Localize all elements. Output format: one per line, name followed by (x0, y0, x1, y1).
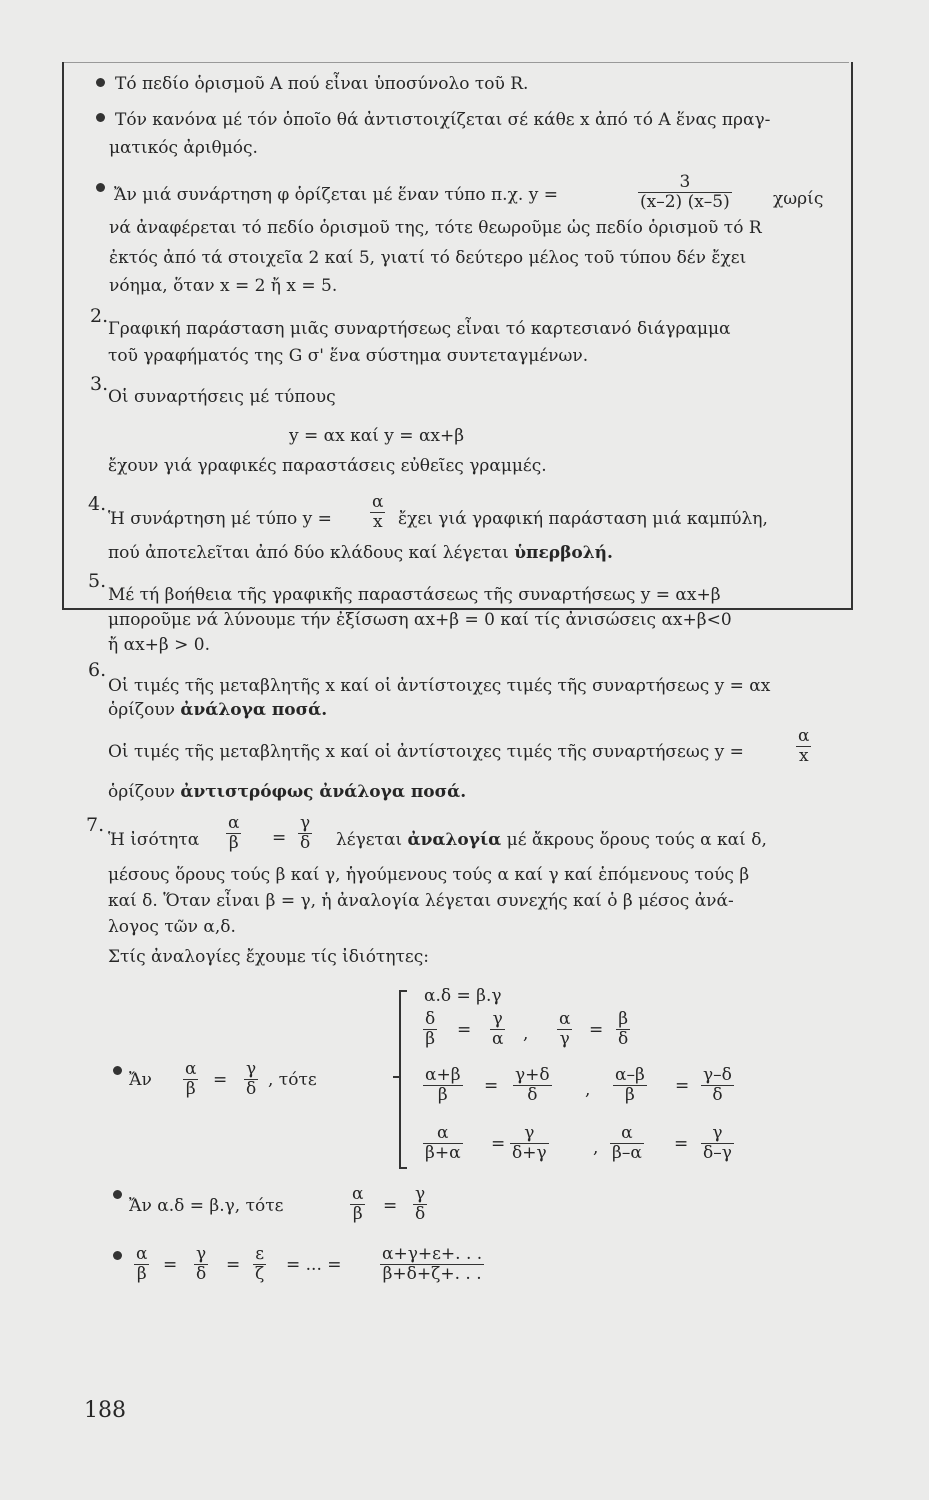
text-line: Ἄν (129, 1070, 152, 1090)
text-line: Στίς ἀναλογίες ἔχουμε τίς ἰδιότητες: (108, 947, 429, 967)
page-number: 188 (84, 1398, 126, 1423)
fraction: $\frac{\gamma}{\delta}$ (196, 1244, 207, 1284)
fraction: $\frac{\alpha-\beta}{\beta}$ (615, 1065, 645, 1105)
text-line: Οἱ τιμές τῆς μεταβλητῆς x καί οἱ ἀντίστοιχες τιμές τῆς συναρτήσεως y = αx (108, 676, 771, 696)
brace-tip (393, 1076, 400, 1078)
text-line: λογος τῶν α,δ. (108, 917, 236, 937)
fraction: $\frac{\alpha}{\beta}$ (228, 813, 240, 853)
text-line: Τό πεδίο ὁρισμοῦ A πού εἶναι ὑποσύνολο τοῦ R. (115, 74, 529, 94)
equals-sign: = (383, 1196, 398, 1216)
text-line: Τόν κανόνα μέ τόν ὁποῖο θά ἀντιστοιχίζεται σέ κάθε x ἀπό τό A ἕνας πραγ- (115, 110, 771, 130)
fraction: $\frac{\alpha+\gamma+\varepsilon+. . .}{\beta+\delta+\zeta+. . .}$ (382, 1244, 483, 1284)
equals-sign: = (675, 1076, 690, 1096)
term-analogy: ἀναλογία (407, 830, 502, 850)
equals-sign: = (213, 1070, 228, 1090)
fraction: $\frac{\delta}{\beta}$ (425, 1009, 436, 1049)
term-inverse-proportional: ἀντιστρόφως ἀνάλογα ποσά. (180, 782, 467, 802)
text-line: , τότε (268, 1070, 317, 1090)
fraction: $\frac{\varepsilon}{\zeta}$ (255, 1244, 265, 1284)
equals-sign: = (674, 1134, 689, 1154)
text-line: Οἱ συναρτήσεις μέ τύπους (108, 387, 336, 407)
formula: y = αx καί y = αx+β (289, 426, 465, 446)
term-proportional: ἀνάλογα ποσά. (180, 700, 328, 720)
bullet-icon (113, 1066, 122, 1075)
comma: , (585, 1080, 591, 1100)
item-number: 6. (88, 659, 107, 681)
text-line: ὁρίζουν (108, 782, 176, 802)
formula: α.δ = β.γ (424, 986, 502, 1006)
fraction: $\frac{\alpha}{\beta+\alpha}$ (425, 1123, 461, 1163)
comma: , (593, 1138, 599, 1158)
fraction: $\frac{\gamma}{\delta-\gamma}$ (703, 1123, 732, 1163)
text-line: Ἄν μιά συνάρτηση φ ὁρίζεται μέ ἕναν τύπο π.χ. y = (114, 185, 558, 205)
item-number: 5. (88, 570, 107, 592)
text-line: λέγεται (336, 830, 403, 850)
equals-sign: = (272, 828, 287, 848)
text-line: Γραφική παράσταση μιᾶς συναρτήσεως εἶναι τό καρτεσιανό διάγραμμα (108, 319, 731, 339)
term-hyperbola: ὑπερβολή. (514, 543, 613, 563)
text-line: νόημα, ὅταν x = 2 ἤ x = 5. (109, 276, 338, 296)
fraction: $\frac{\gamma+\delta}{\delta}$ (515, 1065, 550, 1105)
bullet-icon (96, 183, 105, 192)
brace (399, 990, 407, 1169)
equals-sign: = (226, 1255, 241, 1275)
fraction: $\frac{\gamma-\delta}{\delta}$ (703, 1065, 732, 1105)
bullet-icon (113, 1190, 122, 1199)
fraction: $\frac{\gamma}{\delta}$ (300, 813, 311, 853)
fraction: $\frac{\gamma}{\delta+\gamma}$ (512, 1123, 547, 1163)
text-line: Ἡ ἰσότητα (108, 830, 200, 850)
comma: , (523, 1024, 529, 1044)
text-line: τοῦ γραφήματός της G σ' ἕνα σύστημα συντεταγμένων. (108, 346, 589, 366)
item-number: 3. (90, 373, 109, 395)
text-line: ἤ αx+β > 0. (108, 635, 210, 655)
fraction: $\frac{\gamma}{\alpha}$ (492, 1009, 504, 1049)
fraction: $\frac{\alpha}{\beta-\alpha}$ (612, 1123, 642, 1163)
text-line: ἔχει γιά γραφική παράσταση μιά καμπύλη, (398, 509, 768, 529)
fraction: $\frac{\alpha}{\beta}$ (352, 1184, 364, 1224)
fraction: $\frac{3}{(x-2) (x-5)}$ (640, 172, 730, 212)
fraction: $\frac{\alpha}{\gamma}$ (559, 1009, 571, 1049)
equals-sign: = (163, 1255, 178, 1275)
fraction: $\frac{\alpha}{x}$ (372, 492, 384, 532)
text-line: ἔχουν γιά γραφικές παραστάσεις εὐθεῖες γραμμές. (108, 456, 547, 476)
text-line: Οἱ τιμές τῆς μεταβλητῆς x καί οἱ ἀντίστοιχες τιμές τῆς συναρτήσεως y = (108, 742, 744, 762)
fraction: $\frac{\alpha}{x}$ (798, 726, 810, 766)
text-line: Ἡ συνάρτηση μέ τύπο y = (108, 509, 332, 529)
text-line: μέσους ὅρους τούς β καί γ, ἡγούμενους τούς α καί γ καί ἑπόμενους τούς β (108, 865, 750, 885)
text-line: ἐκτός ἀπό τά στοιχεῖα 2 καί 5, γιατί τό δεύτερο μέλος τοῦ τύπου δέν ἔχει (109, 248, 747, 268)
text-line: μποροῦμε νά λύνουμε τήν ἐξίσωση αx+β = 0 καί τίς ἀνισώσεις αx+β<0 (108, 610, 732, 630)
bullet-icon (113, 1251, 122, 1260)
text-line: ματικός ἀριθμός. (109, 138, 258, 158)
fraction: $\frac{\gamma}{\delta}$ (415, 1184, 426, 1224)
item-number: 7. (86, 814, 105, 836)
text-line: μέ ἄκρους ὅρους τούς α καί δ, (506, 830, 767, 850)
bullet-icon (96, 78, 105, 87)
text-line: νά ἀναφέρεται τό πεδίο ὁρισμοῦ της, τότε θεωροῦμε ὡς πεδίο ὁρισμοῦ τό R (109, 218, 762, 238)
fraction: $\frac{\gamma}{\delta}$ (246, 1059, 257, 1099)
fraction: $\frac{\alpha}{\beta}$ (136, 1244, 148, 1284)
fraction: $\frac{\alpha}{\beta}$ (185, 1059, 197, 1099)
item-number: 2. (90, 305, 109, 327)
fraction: $\frac{\beta}{\delta}$ (618, 1009, 629, 1049)
ellipsis: = ... = (286, 1255, 342, 1275)
text-line: Μέ τή βοήθεια τῆς γραφικῆς παραστάσεως τῆς συναρτήσεως y = αx+β (108, 585, 721, 605)
text-line: ὁρίζουν (108, 700, 176, 720)
text-line: Ἄν α.δ = β.γ, τότε (129, 1196, 284, 1216)
item-number: 4. (88, 493, 107, 515)
bullet-icon (96, 113, 105, 122)
equals-sign: = (589, 1020, 604, 1040)
text-line: πού ἀποτελεῖται ἀπό δύο κλάδους καί λέγεται (108, 543, 509, 563)
equals-sign: = (484, 1076, 499, 1096)
equals-sign: = (457, 1020, 472, 1040)
text-line: χωρίς (773, 189, 824, 209)
text-line: καί δ. Ὅταν εἶναι β = γ, ἡ ἀναλογία λέγεται συνεχής καί ὁ β μέσος ἀνά- (108, 891, 734, 911)
fraction: $\frac{\alpha+\beta}{\beta}$ (425, 1065, 461, 1105)
equals-sign: = (491, 1134, 506, 1154)
